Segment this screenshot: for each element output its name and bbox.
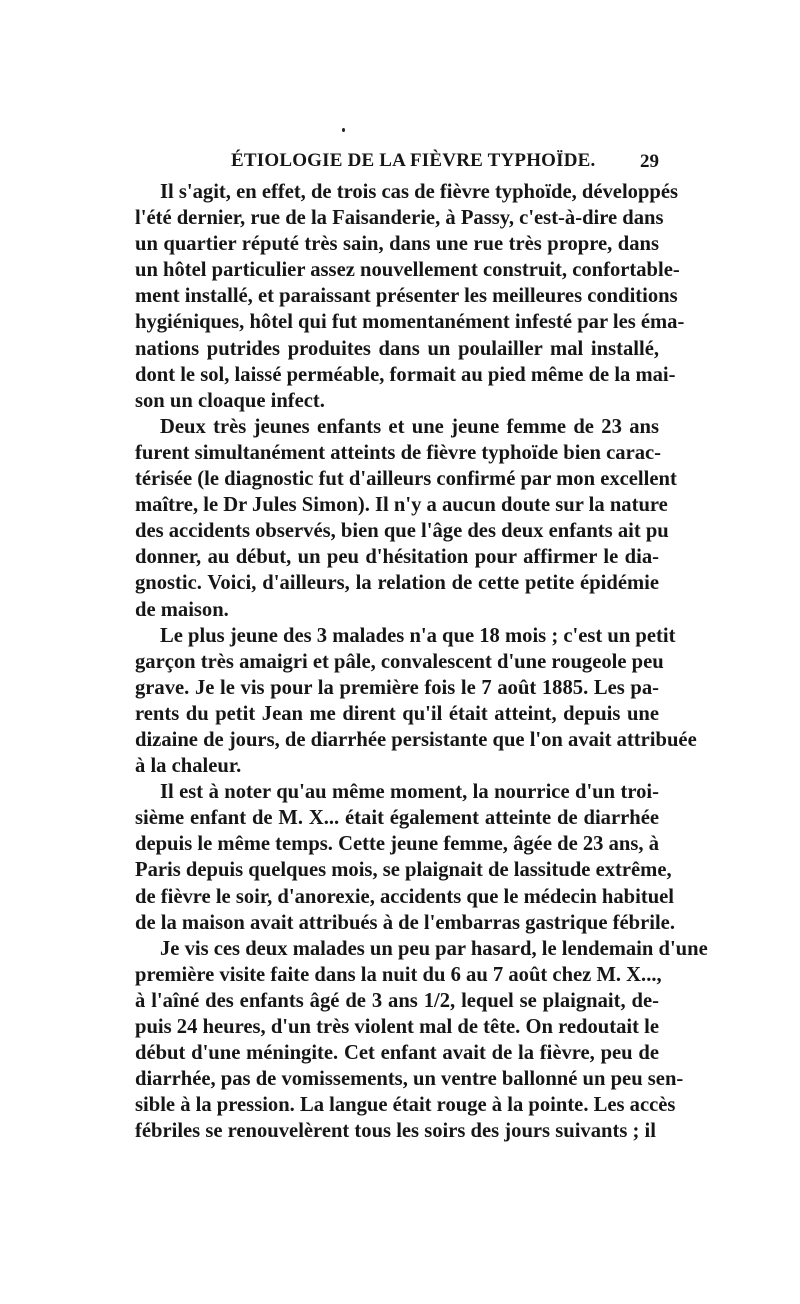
text-line: garçon très amaigri et pâle, convalescent d'une rougeole peu xyxy=(135,650,664,673)
text-line: son un cloaque infect. xyxy=(135,389,325,412)
text-line: de la maison avait attribués à de l'embarras gastrique fébrile. xyxy=(135,911,675,934)
page-number: 29 xyxy=(640,151,659,172)
ink-speck xyxy=(342,128,345,132)
text-line: de maison. xyxy=(135,598,229,621)
text-line: fébriles se renouvelèrent tous les soirs des jours suivants ; il xyxy=(135,1120,656,1143)
text-line: Je vis ces deux malades un peu par hasard, le lendemain d'une xyxy=(160,937,708,960)
text-line: un hôtel particulier assez nouvellement construit, confortable- xyxy=(135,259,680,282)
text-line: diarrhée, pas de vomissements, un ventre ballonné un peu sen- xyxy=(135,1068,684,1091)
paragraph xyxy=(135,936,708,1145)
text-line: un quartier réputé très sain, dans une rue très propre, dans xyxy=(135,233,659,256)
text-line: donner, au début, un peu d'hésitation pour affirmer le dia- xyxy=(135,546,659,569)
text-line: début d'une méningite. Cet enfant avait de la fièvre, peu de xyxy=(135,1042,659,1065)
text-line: térisée (le diagnostic fut d'ailleurs confirmé par mon excellent xyxy=(135,468,677,491)
text-line: à l'aîné des enfants âgé de 3 ans 1/2, lequel se plaignait, de- xyxy=(135,989,659,1012)
text-line: furent simultanément atteints de fièvre typhoïde bien carac- xyxy=(135,441,662,464)
text-line: dont le sol, laissé perméable, formait au pied même de la mai- xyxy=(135,363,676,386)
running-title: ÉTIOLOGIE DE LA FIÈVRE TYPHOÏDE. xyxy=(231,150,596,171)
text-line: sième enfant de M. X... était également atteinte de diarrhée xyxy=(135,807,659,830)
text-line: des accidents observés, bien que l'âge des deux enfants ait pu xyxy=(135,520,669,543)
text-line: depuis le même temps. Cette jeune femme, âgée de 23 ans, à xyxy=(135,833,659,856)
paragraph xyxy=(135,414,677,623)
body-text xyxy=(135,179,708,1144)
text-line: maître, le Dr Jules Simon). Il n'y a aucun doute sur la nature xyxy=(135,494,668,517)
text-line: Deux très jeunes enfants et une jeune femme de 23 ans xyxy=(160,415,659,438)
text-line: puis 24 heures, d'un très violent mal de tête. On redoutait le xyxy=(135,1016,659,1038)
text-line: Il s'agit, en effet, de trois cas de fièvre typhoïde, développés xyxy=(160,181,679,203)
text-line: à la chaleur. xyxy=(135,755,242,778)
text-line: Le plus jeune des 3 malades n'a que 18 mois ; c'est un petit xyxy=(160,624,676,647)
running-header xyxy=(135,150,659,178)
text-line: nations putrides produites dans un poulailler mal installé, xyxy=(135,337,659,360)
text-line: ment installé, et paraissant présenter les meilleures conditions xyxy=(135,285,678,308)
text-line: dizaine de jours, de diarrhée persistante que l'on avait attribuée xyxy=(135,728,697,751)
text-line: Paris depuis quelques mois, se plaignait de lassitude extrême, xyxy=(135,859,672,882)
paragraph xyxy=(135,179,685,414)
text-line: première visite faite dans la nuit du 6 au 7 août chez M. X..., xyxy=(135,963,662,986)
text-line: Il est à noter qu'au même moment, la nourrice d'un troi- xyxy=(160,781,659,804)
text-line: hygiéniques, hôtel qui fut momentanément infesté par les éma- xyxy=(135,311,685,334)
text-line: l'été dernier, rue de la Faisanderie, à Passy, c'est-à-dire dans xyxy=(135,207,664,230)
text-line: rents du petit Jean me dirent qu'il était atteint, depuis une xyxy=(135,702,659,725)
text-line: sible à la pression. La langue était rouge à la pointe. Les accès xyxy=(135,1094,676,1117)
text-line: gnostic. Voici, d'ailleurs, la relation de cette petite épidémie xyxy=(135,572,659,595)
text-line: de fièvre le soir, d'anorexie, accidents que le médecin habituel xyxy=(135,885,675,908)
paragraph xyxy=(135,623,697,780)
text-line: grave. Je le vis pour la première fois le 7 août 1885. Les pa- xyxy=(135,676,659,699)
paragraph xyxy=(135,779,675,936)
